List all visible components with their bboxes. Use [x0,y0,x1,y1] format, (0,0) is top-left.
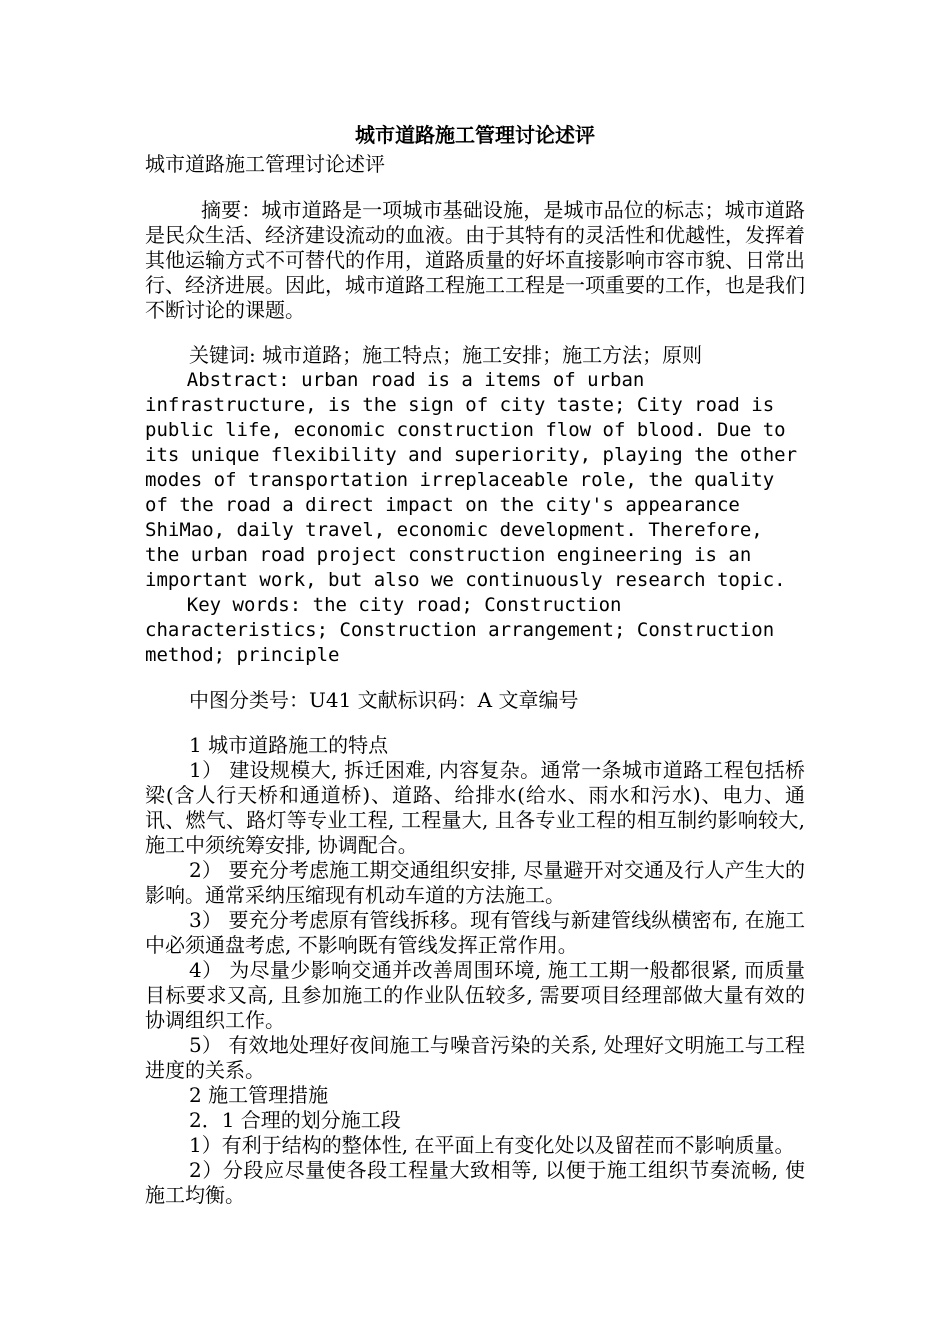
section-2-1-item: 2）分段应尽量使各段工程量大致相等, 以便于施工组织节奏流畅, 使施工均衡。 [145,1158,805,1207]
abstract-cn: 摘要：城市道路是一项城市基础设施，是城市品位的标志；城市道路是民众生活、经济建设流动的血液。由于其特有的灵活性和优越性，发挥着其他运输方式不可替代的作用，道路质量的好坏直接影响市容市貌、日常出行、经济进展。因此，城市道路工程施工工程是一项重要的工作，也是我们不断讨论的课题。 [145,198,805,322]
section-2-1-item: 1）有利于结构的整体性, 在平面上有变化处以及留茬而不影响质量。 [189,1133,795,1157]
section-1-item: 2） 要充分考虑施工期交通组织安排, 尽量避开对交通及行人产生大的影响。通常采纳压缩现有机动车道的方法施工。 [145,858,805,907]
section-1-heading: 1 城市道路施工的特点 [189,733,389,757]
section-1-item: 4） 为尽量少影响交通并改善周围环境, 施工工期一般都很紧, 而质量目标要求又高, 且参加施工的作业队伍较多, 需要项目经理部做大量有效的协调组织工作。 [145,958,805,1032]
section-1-item: 1） 建设规模大, 拆迁困难, 内容复杂。通常一条城市道路工程包括桥梁(含人行天桥和通道桥)、道路、给排水(给水、雨水和污水)、电力、通讯、燃气、路灯等专业工程, 工程量大, 且各专业工程的相互制约影响较大, 施工中须统筹安排, 协调配合。 [145,758,805,857]
section-1-item: 3） 要充分考虑原有管线拆移。现有管线与新建管线纵横密布, 在施工中必须通盘考虑, 不影响既有管线发挥正常作用。 [145,908,805,957]
spacer [145,323,805,343]
section-2-1-heading: 2．1 合理的划分施工段 [189,1108,401,1132]
spacer [145,668,805,688]
document-subtitle: 城市道路施工管理讨论述评 [145,152,385,176]
keywords-cn: 关键词: 城市道路；施工特点；施工安排；施工方法；原则 [189,343,703,367]
keywords-en: Key words: the city road; Construction characteristics; Construction arrangement; Construction method; principle [145,594,775,666]
section-2-heading: 2 施工管理措施 [189,1083,329,1107]
abstract-en: Abstract: urban road is a items of urban infrastructure, is the sign of city taste; City road is public life, economic construction flow of blood. Due to its unique flexibility and superiority, playing the other modes of transportation irreplaceable role, the quality of the road a direct impact on the city's appearance ShiMao, daily travel, economic development. Therefore, the urban road project construction engineering is an important work, but also we continuously research topic. [145,369,798,591]
document-page [145,120,805,1208]
section-1-item: 5） 有效地处理好夜间施工与噪音污染的关系, 处理好文明施工与工程进度的关系。 [145,1033,805,1082]
spacer [145,713,805,733]
document-title: 城市道路施工管理讨论述评 [355,123,595,147]
classification-line: 中图分类号：U41 文献标识码：A 文章编号 [189,688,579,712]
